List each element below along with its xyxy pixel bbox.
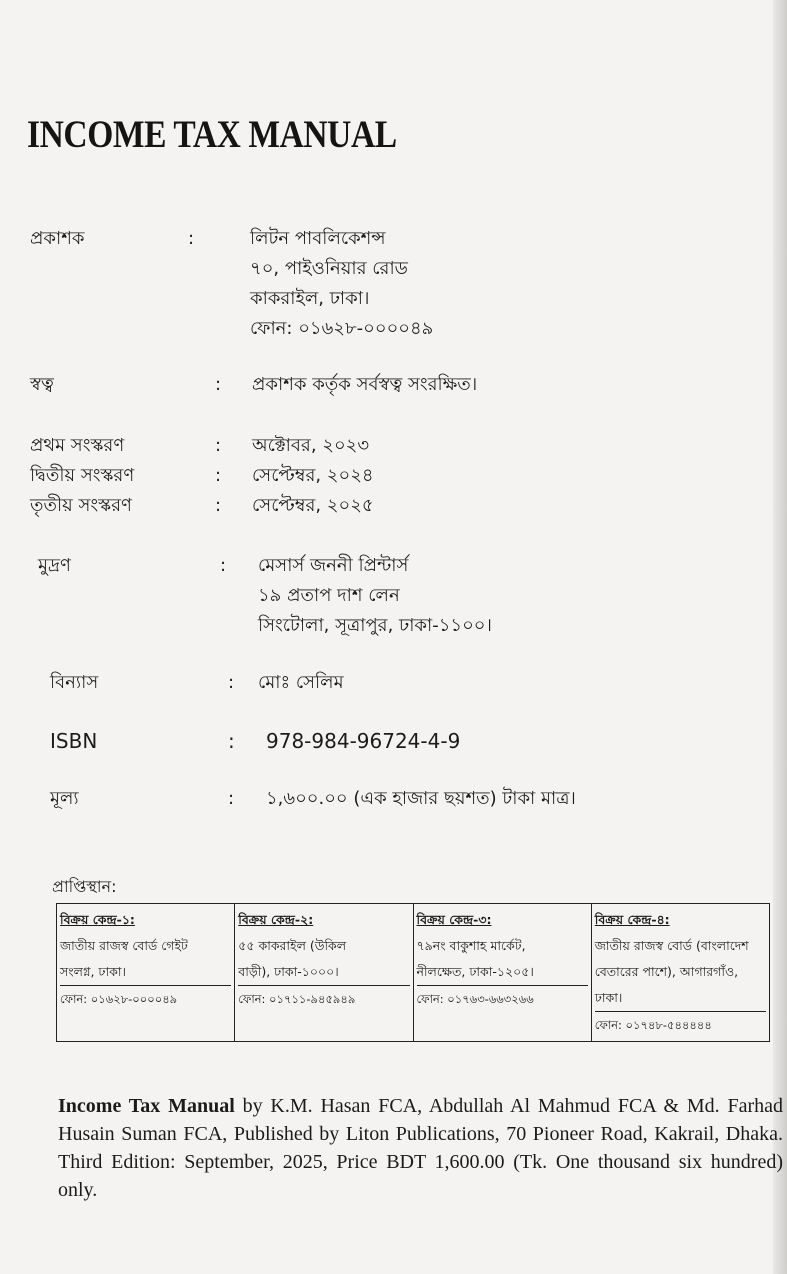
edition-date: অক্টোবর, ২০২৩ — [252, 435, 370, 456]
copyright-value: প্রকাশক কর্তৃক সর্বস্বত্ব সংরক্ষিত। — [252, 374, 478, 395]
page-edge — [773, 0, 787, 1274]
sales-center-address: ৭৯নং বাকুশাহ মার্কেট, — [416, 938, 526, 953]
edition-date: সেপ্টেম্বর, ২০২৪ — [252, 465, 374, 486]
printer-line: মেসার্স জননী প্রিন্টার্স — [258, 555, 409, 576]
publisher-phone: ফোন: ০১৬২৮-০০০০৪৯ — [250, 318, 434, 339]
sales-center-cell — [413, 904, 591, 1042]
separator: : — [228, 788, 235, 809]
edition-date: সেপ্টেম্বর, ২০২৫ — [252, 495, 374, 516]
publisher-address — [250, 224, 433, 344]
sales-center-address: ৫৫ কাকরাইল (উকিল — [238, 938, 347, 953]
separator: : — [228, 729, 235, 753]
sales-center-address: বেতারের পাশে), আগারগাঁও, ঢাকা। — [594, 964, 739, 1005]
table-row — [57, 904, 770, 1042]
sales-center-address: জাতীয় রাজস্ব বোর্ড গেইট — [60, 938, 188, 953]
isbn-label: ISBN — [50, 729, 98, 753]
sales-center-cell — [57, 904, 235, 1042]
sales-center-title: বিক্রয় কেন্দ্র-১: — [60, 912, 135, 927]
colophon — [58, 1092, 783, 1204]
sales-center-title: বিক্রয় কেন্দ্র-২: — [238, 912, 314, 927]
separator: : — [215, 374, 222, 395]
sales-center-address: সংলগ্ন, ঢাকা। — [60, 964, 126, 979]
printer-line: সিংটোলা, সূত্রাপুর, ঢাকা-১১০০। — [258, 615, 492, 636]
price-value: ১,৬০০.০০ (এক হাজার ছয়শত) টাকা মাত্র। — [266, 788, 576, 809]
edition-label: তৃতীয় সংস্করণ — [30, 495, 132, 516]
sales-center-phone: ফোন: ০১৭১১-৯৪৫৯৪৯ — [238, 985, 409, 1012]
sales-center-phone: ফোন: ০১৬২৮-০০০০৪৯ — [60, 985, 231, 1012]
price-label: মূল্য — [50, 788, 79, 809]
printer-line: ১৯ প্রতাপ দাশ লেন — [258, 585, 400, 606]
sales-center-address: নীলক্ষেত, ঢাকা-১২০৫। — [416, 964, 534, 979]
sales-centers-table — [56, 903, 770, 1042]
printer-address — [258, 551, 492, 641]
availability-heading: প্রাপ্তিস্থান: — [52, 877, 117, 896]
sales-center-cell — [591, 904, 769, 1042]
colophon-book-title: Income Tax Manual — [58, 1095, 235, 1117]
separator: : — [215, 465, 222, 486]
layout-value: মোঃ সেলিম — [258, 672, 344, 693]
publisher-label: প্রকাশক — [30, 228, 85, 249]
publisher-line: ৭০, পাইওনিয়ার রোড — [250, 258, 408, 279]
publisher-line: কাকরাইল, ঢাকা। — [250, 288, 370, 309]
sales-center-title: বিক্রয় কেন্দ্র-৩: — [416, 912, 492, 927]
separator: : — [228, 672, 235, 693]
copyright-label: স্বত্ব — [30, 374, 54, 395]
separator: : — [188, 228, 195, 249]
sales-center-cell — [235, 904, 413, 1042]
sales-center-phone: ফোন: ০১৭৪৮-৫৪৪৪৪৪ — [595, 1011, 766, 1038]
sales-center-address: বাড়ী), ঢাকা-১০০০। — [238, 964, 339, 979]
edition-label: প্রথম সংস্করণ — [30, 435, 125, 456]
separator: : — [215, 495, 222, 516]
publisher-line: লিটন পাবলিকেশন্স — [250, 228, 386, 249]
sales-center-phone: ফোন: ০১৭৬৩-৬৬৩২৬৬ — [417, 985, 588, 1012]
isbn-value: 978-984-96724-4-9 — [266, 729, 461, 753]
separator: : — [215, 435, 222, 456]
layout-label: বিন্যাস — [50, 672, 99, 693]
printing-label: মুদ্রণ — [38, 555, 71, 576]
sales-center-address: জাতীয় রাজস্ব বোর্ড (বাংলাদেশ — [594, 938, 749, 953]
book-title: INCOME TAX MANUAL — [27, 113, 397, 156]
separator: : — [220, 555, 227, 576]
colophon-text: by K.M. Hasan FCA, Abdullah Al Mahmud FCA & Md. Farhad Husain Suman FCA, Published by Liton Publications, 70 Pioneer Road, Kakrail, Dhaka. Third Edition: September, 2025, Price BDT 1,600.00 (Tk. One thousand six hundred) only. — [58, 1095, 783, 1201]
sales-center-title: বিক্রয় কেন্দ্র-৪: — [594, 912, 670, 927]
edition-label: দ্বিতীয় সংস্করণ — [30, 465, 135, 486]
